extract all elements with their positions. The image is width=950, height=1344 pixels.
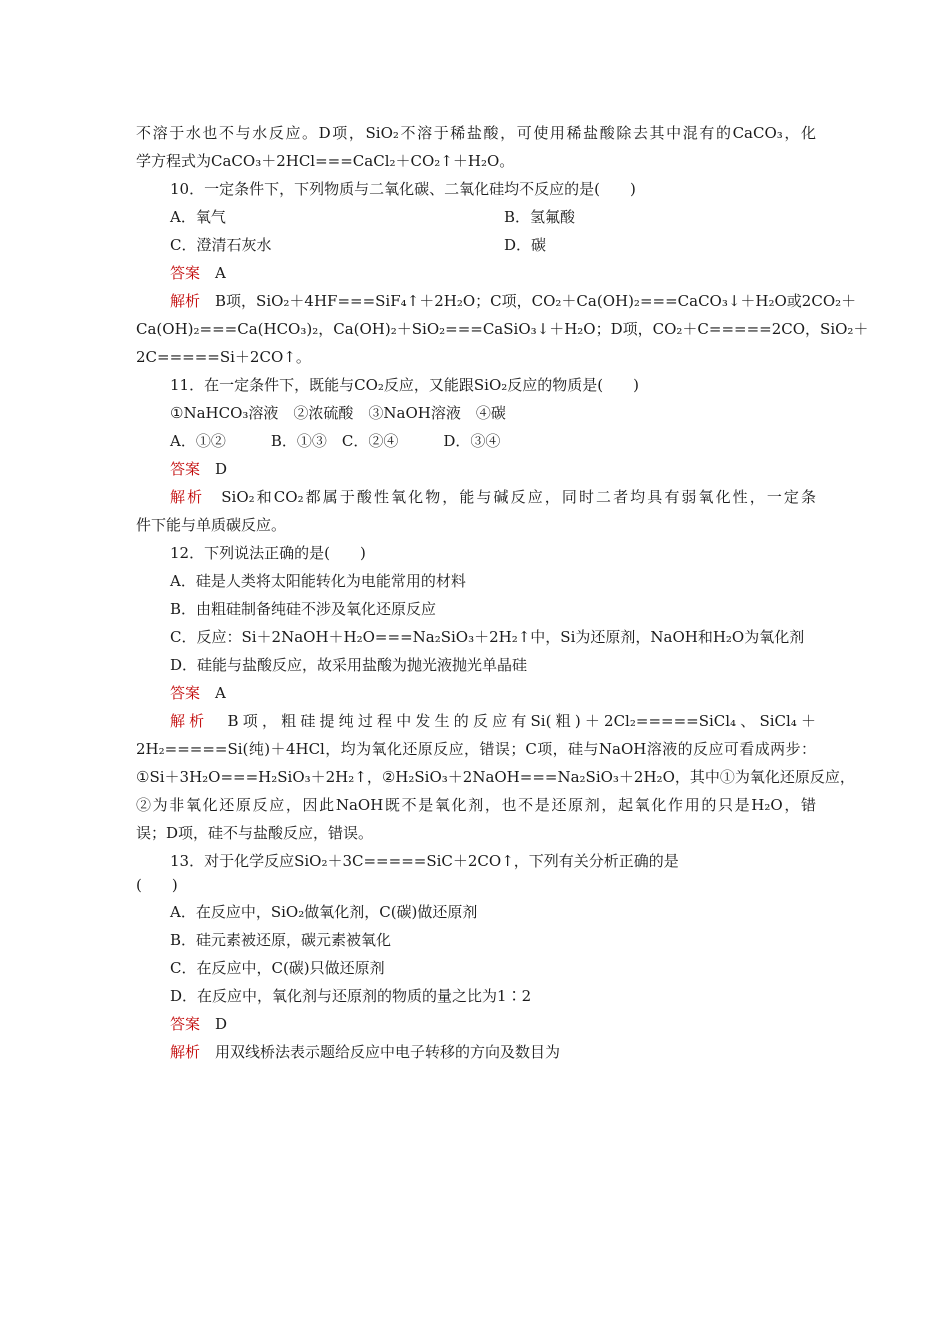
explain-label: 解析 <box>170 292 201 310</box>
answer-line <box>170 259 816 287</box>
option-d: D．碳 <box>504 236 547 254</box>
option-d: D．在反应中，氧化剂与还原剂的物质的量之比为1∶2 <box>170 987 532 1005</box>
explain-label: 解析 <box>170 1043 201 1061</box>
option-a: A．在反应中，SiO₂做氧化剂，C(碳)做还原剂 <box>170 903 478 921</box>
option-row <box>170 231 816 259</box>
text-line: 误；D项，硅不与盐酸反应，错误。 <box>136 824 374 842</box>
answer-label: 答案 <box>170 1015 201 1033</box>
option-a: A．硅是人类将太阳能转化为电能常用的材料 <box>170 572 466 590</box>
explain-text: 用双线桥法表示题给反应中电子转移的方向及数目为 <box>200 1043 561 1061</box>
text-line: 不溶于水也不与水反应。D项，SiO₂不溶于稀盐酸，可使用稀盐酸除去其中混有的CaCO₃，化 <box>136 124 816 142</box>
question-12: 12．下列说法正确的是( ) <box>170 544 366 562</box>
answer-value: A <box>215 264 226 282</box>
text-line: 2C=====Si＋2CO↑。 <box>136 348 311 366</box>
option-d: D．硅能与盐酸反应，故采用盐酸为抛光液抛光单晶硅 <box>170 656 528 674</box>
text-line: 学方程式为CaCO₃＋2HCl===CaCl₂＋CO₂↑＋H₂O。 <box>136 152 515 170</box>
explain-text: B项，粗硅提纯过程中发生的反应有Si(粗)＋2Cl₂=====SiCl₄、SiCl₄＋ <box>208 712 816 730</box>
answer-label: 答案 <box>170 264 201 282</box>
explain-line <box>170 287 857 315</box>
explain-line <box>170 707 816 735</box>
explain-text: B项，SiO₂＋4HF===SiF₄↑＋2H₂O；C项，CO₂＋Ca(OH)₂===CaCO₃↓＋H₂O或2CO₂＋ <box>200 292 857 310</box>
question-10: 10．一定条件下，下列物质与二氧化碳、二氧化硅均不反应的是( ) <box>170 180 636 198</box>
question-13: 13．对于化学反应SiO₂＋3C=====SiC＋2CO↑，下列有关分析正确的是 <box>170 852 679 870</box>
option-c: C．在反应中，C(碳)只做还原剂 <box>170 959 385 977</box>
answer-label: 答案 <box>170 684 201 702</box>
option-row <box>170 203 816 231</box>
option-b: B．氢氟酸 <box>504 208 576 226</box>
option-c: C．澄清石灰水 <box>170 236 272 254</box>
explain-line <box>170 1038 816 1066</box>
answer-line <box>170 1010 816 1038</box>
option-b: B．硅元素被还原，碳元素被氧化 <box>170 931 392 949</box>
explain-line <box>170 483 816 511</box>
explain-label: 解析 <box>170 712 209 730</box>
answer-label: 答案 <box>170 460 201 478</box>
text-line: Ca(OH)₂===Ca(HCO₃)₂，Ca(OH)₂＋SiO₂===CaSiO₃↓＋H₂O；D项，CO₂＋C=====2CO，SiO₂＋ <box>136 320 869 338</box>
answer-value: D <box>215 1015 228 1033</box>
option-row: A．①② B．①③ C．②④ D．③④ <box>170 432 501 450</box>
answer-blank: ( ) <box>136 876 178 894</box>
answer-value: A <box>215 684 226 702</box>
text-line: ①Si＋3H₂O===H₂SiO₃＋2H₂↑，②H₂SiO₃＋2NaOH===Na₂SiO₃＋2H₂O，其中①为氧化还原反应， <box>136 768 855 786</box>
text-line: 件下能与单质碳反应。 <box>136 516 287 534</box>
answer-line <box>170 455 816 483</box>
option-b: B．由粗硅制备纯硅不涉及氧化还原反应 <box>170 600 437 618</box>
option-c: C．反应：Si＋2NaOH＋H₂O===Na₂SiO₃＋2H₂↑中，Si为还原剂，NaOH和H₂O为氧化剂 <box>170 628 805 646</box>
question-11: 11．在一定条件下，既能与CO₂反应，又能跟SiO₂反应的物质是( ) <box>170 376 639 394</box>
answer-value: D <box>215 460 228 478</box>
text-line: ②为非氧化还原反应，因此NaOH既不是氧化剂，也不是还原剂，起氧化作用的只是H₂O，错 <box>136 796 816 814</box>
text-line: 2H₂=====Si(纯)＋4HCl，均为氧化还原反应，错误；C项，硅与NaOH溶液的反应可看成两步： <box>136 740 816 758</box>
option-a: A．氧气 <box>170 208 226 226</box>
item-list: ①NaHCO₃溶液 ②浓硫酸 ③NaOH溶液 ④碳 <box>170 404 506 422</box>
answer-line <box>170 679 816 707</box>
explain-label: 解析 <box>170 488 205 506</box>
explain-text: SiO₂和CO₂都属于酸性氧化物，能与碱反应，同时二者均具有弱氧化性，一定条 <box>204 488 816 506</box>
